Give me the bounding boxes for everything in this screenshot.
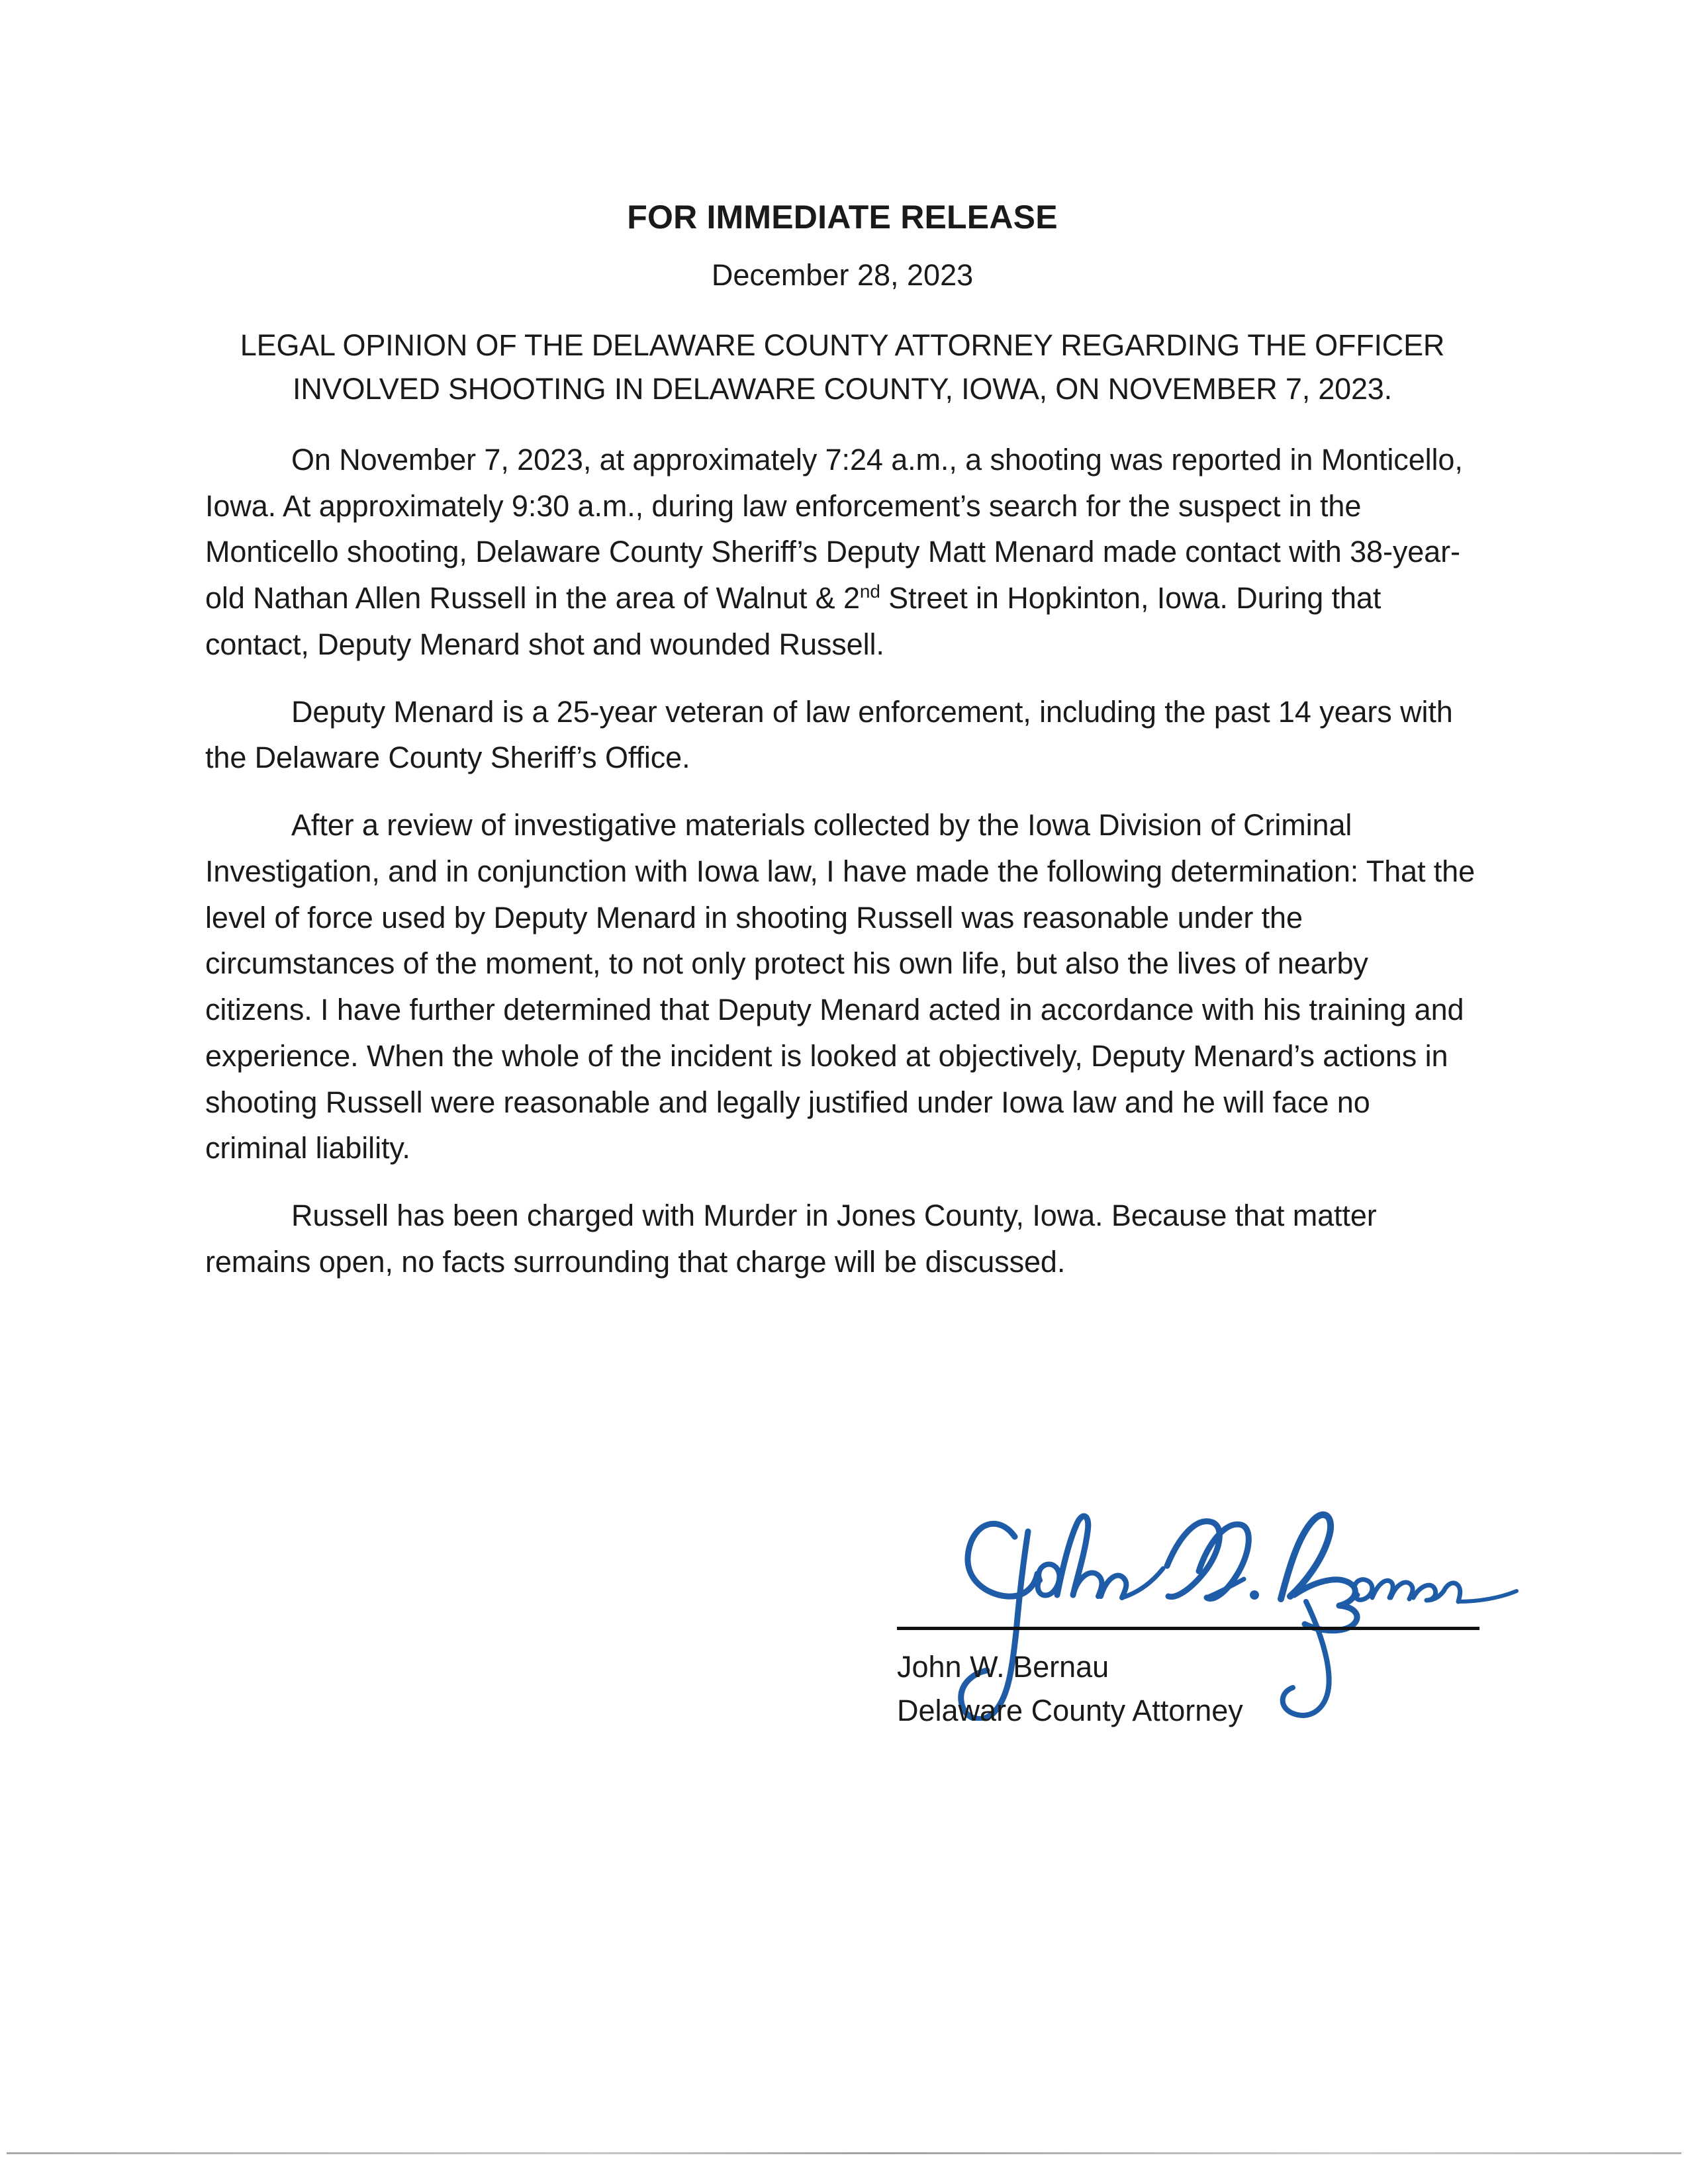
ordinal-suffix: nd — [859, 581, 880, 602]
document-content — [205, 0, 1479, 1285]
scan-edge-artifact — [7, 2152, 1681, 2154]
signature-block — [897, 1516, 1479, 1780]
paragraph-pending-charge: Russell has been charged with Murder in Jones County, Iowa. Because that matter remains open, no facts surrounding that charge will be discussed. — [205, 1199, 1377, 1279]
release-date: December 28, 2023 — [711, 257, 974, 292]
signature-line — [897, 1627, 1479, 1630]
release-title: FOR IMMEDIATE RELEASE — [627, 199, 1058, 236]
paragraph-1-part-b: Street in Hopkinton, Iowa. During that contact, Deputy Menard shot and wounded Russell. — [205, 581, 1382, 661]
paragraph-legal-determination: After a review of investigative materials collected by the Iowa Division of Criminal Investigation, and in conjunction with Iowa law, I have made the following determination: That the level of force used by Deputy Menard in shooting Russell was reasonable under the circumstances of the moment, to not only protect his own life, but also the lives of nearby citizens. I have further determined that Deputy Menard acted in accordance with his training and experience. When the whole of the incident is looked at objectively, Deputy Menard’s actions in shooting Russell were reasonable and legally justified under Iowa law and he will face no criminal liability. — [205, 808, 1476, 1165]
signer-name: John W. Bernau — [897, 1650, 1109, 1684]
body-text — [205, 410, 1479, 1285]
paragraph-incident-summary — [205, 437, 1479, 668]
paragraph-deputy-background: Deputy Menard is a 25-year veteran of law enforcement, including the past 14 years with the Delaware County Sheriff’s Office. — [205, 694, 1453, 775]
subject-heading: LEGAL OPINION OF THE DELAWARE COUNTY ATTORNEY REGARDING THE OFFICER INVOLVED SHOOTING IN DELAWARE COUNTY, IOWA, ON NOVEMBER 7, 2023. — [240, 328, 1445, 406]
signer-title: Delaware County Attorney — [897, 1694, 1243, 1727]
paragraph-1-part-a: On November 7, 2023, at approximately 7:24 a.m., a shooting was reported in Monticello, Iowa. At approximately 9:30 a.m., during law enforcement’s search for the suspect in the Monticello shooting, Delaware County Sheriff’s Deputy Matt Menard made contact with 38-year-old Nathan Allen Russell in the area of Walnut & 2 — [205, 442, 1463, 615]
